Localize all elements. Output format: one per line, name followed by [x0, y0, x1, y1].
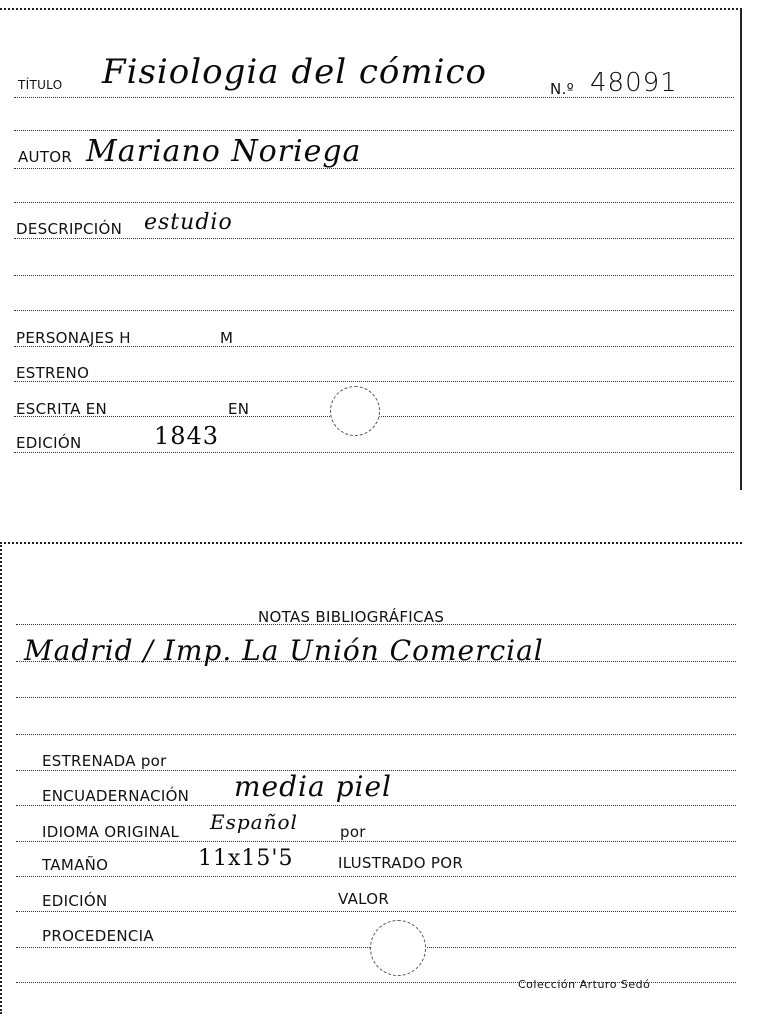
- rule-line: [16, 805, 736, 806]
- punch-hole: [370, 920, 426, 976]
- escrita-label: ESCRITA EN: [16, 400, 108, 418]
- idioma-value: Español: [210, 810, 298, 834]
- edicion-back-label: EDICIÓN: [42, 892, 108, 910]
- personajes-label: PERSONAJES H: [16, 329, 131, 347]
- catalog-card-back: [0, 542, 742, 1014]
- rule-line: [14, 310, 734, 311]
- edicion-value: 1843: [154, 422, 220, 450]
- rule-line: [16, 911, 736, 912]
- numero-value: 48091: [590, 68, 678, 98]
- rule-line: [14, 130, 734, 131]
- descripcion-value: estudio: [144, 210, 233, 235]
- notas-value: Madrid / Imp. La Unión Comercial: [24, 634, 544, 667]
- idioma-por-label: por: [340, 823, 366, 841]
- rule-line: [14, 275, 734, 276]
- tamano-value: 11x15'5: [198, 846, 294, 871]
- catalog-card-front: [0, 8, 742, 490]
- rule-line: [16, 734, 736, 735]
- numero-label: N.º: [550, 80, 574, 98]
- escrita-en-label: EN: [228, 400, 250, 418]
- ilustrado-label: ILUSTRADO POR: [338, 854, 464, 872]
- autor-label: AUTOR: [18, 148, 73, 166]
- descripcion-label: DESCRIPCIÓN: [16, 220, 123, 238]
- notas-label: NOTAS BIBLIOGRÁFICAS: [258, 608, 445, 626]
- rule-line: [16, 697, 736, 698]
- coleccion-stamp: Colección Arturo Sedó: [518, 978, 651, 991]
- rule-line: [16, 876, 736, 877]
- rule-line: [16, 841, 736, 842]
- encuadernacion-label: ENCUADERNACIÓN: [42, 787, 190, 805]
- procedencia-label: PROCEDENCIA: [42, 927, 154, 945]
- estreno-label: ESTRENO: [16, 364, 90, 382]
- titulo-label: TÍTULO: [18, 78, 63, 92]
- valor-label: VALOR: [338, 890, 390, 908]
- autor-value: Mariano Noriega: [86, 134, 362, 169]
- titulo-value: Fisiologia del cómico: [102, 52, 488, 92]
- punch-hole: [330, 386, 380, 436]
- personajes-m-label: M: [220, 329, 234, 347]
- estrenada-label: ESTRENADA por: [42, 752, 167, 770]
- encuadernacion-value: media piel: [234, 770, 392, 803]
- tamano-label: TAMAÑO: [42, 856, 109, 874]
- rule-line: [14, 452, 734, 453]
- idioma-label: IDIOMA ORIGINAL: [42, 823, 180, 841]
- edicion-label: EDICIÓN: [16, 434, 82, 452]
- rule-line: [14, 202, 734, 203]
- rule-line: [14, 381, 734, 382]
- rule-line: [14, 238, 734, 239]
